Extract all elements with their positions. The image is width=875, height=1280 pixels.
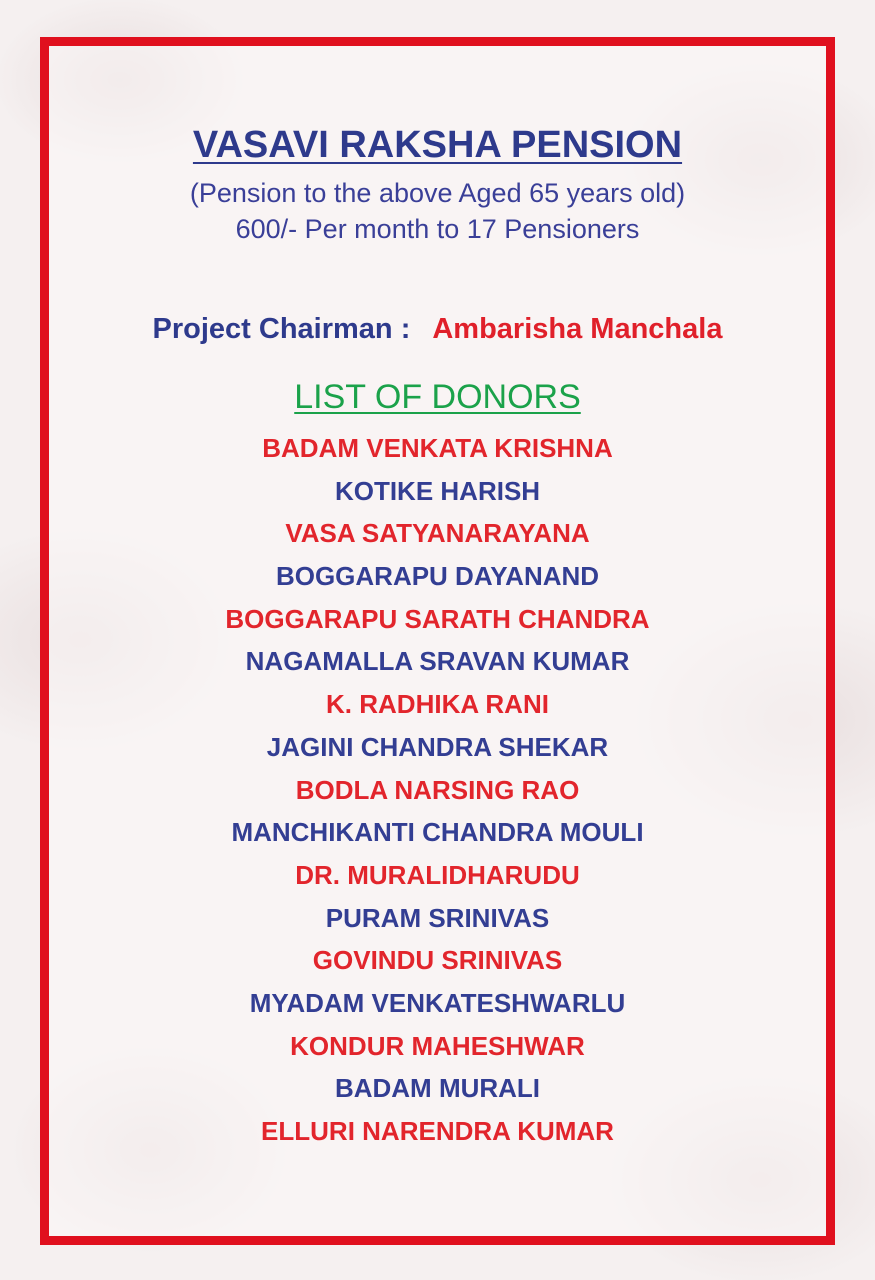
- donor-name: ELLURI NARENDRA KUMAR: [261, 1116, 614, 1146]
- chairman-label: Project Chairman :: [152, 313, 411, 345]
- donor-name: GOVINDU SRINIVAS: [312, 945, 563, 976]
- donor-name: K. RADHIKA RANI: [326, 689, 549, 720]
- donors-heading: [0, 378, 875, 417]
- donor-name: BADAM MURALI: [334, 1073, 541, 1104]
- donor-name: DR. MURALIDHARUDU: [295, 859, 580, 890]
- pension-eligibility-line: (Pension to the above Aged 65 years old): [189, 178, 686, 208]
- project-chairman: [0, 313, 875, 346]
- donor-name: BOGGARAPU SARATH CHANDRA: [225, 603, 650, 634]
- page-title: [0, 124, 875, 167]
- donor-name: BODLA NARSING RAO: [295, 774, 580, 805]
- chairman-name: Ambarisha Manchala: [432, 313, 723, 345]
- donor-name: PURAM SRINIVAS: [325, 902, 550, 933]
- donors-heading-text: LIST OF DONORS: [294, 378, 581, 416]
- pension-amount-line: 600/- Per month to 17 Pensioners: [235, 214, 640, 244]
- page-title-text: VASAVI RAKSHA PENSION: [192, 124, 683, 166]
- donor-name: BADAM VENKATA KRISHNA: [262, 433, 613, 463]
- donor-name: MYADAM VENKATESHWARLU: [249, 987, 626, 1018]
- donor-name: VASA SATYANARAYANA: [285, 518, 590, 549]
- donor-name: NAGAMALLA SRAVAN KUMAR: [245, 646, 630, 677]
- donor-list: [0, 427, 875, 1153]
- donor-name: BOGGARAPU DAYANAND: [275, 561, 600, 592]
- donor-name: KONDUR MAHESHWAR: [290, 1030, 585, 1061]
- donor-name: MANCHIKANTI CHANDRA MOULI: [231, 817, 644, 848]
- donor-name: KOTIKE HARISH: [334, 475, 541, 506]
- donor-name: JAGINI CHANDRA SHEKAR: [266, 731, 609, 762]
